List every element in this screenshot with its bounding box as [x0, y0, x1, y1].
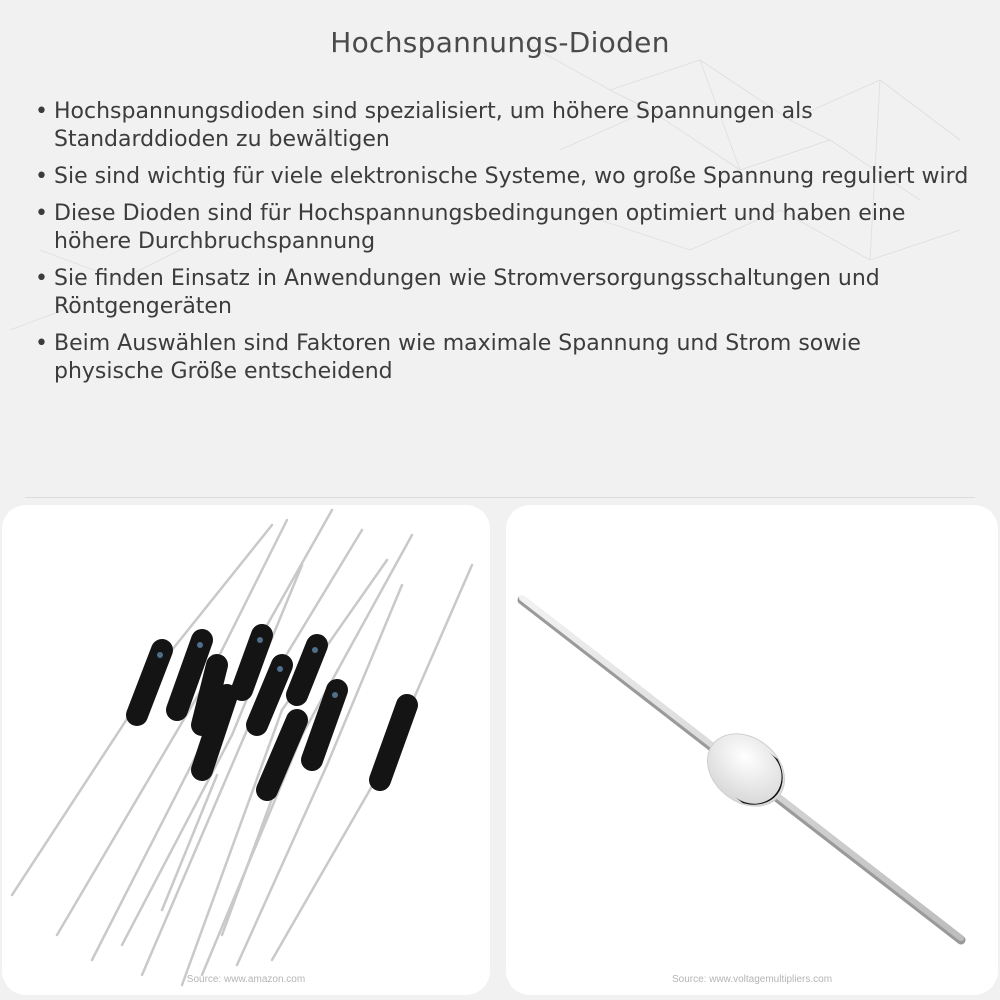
bullet-dot: •: [35, 331, 48, 356]
section-divider: [25, 497, 975, 498]
bullet-item: [32, 265, 972, 321]
bullet-list: [32, 98, 972, 395]
bullet-text: Beim Auswählen sind Faktoren wie maximale Spannung und Strom sowie physische Größe entscheidend: [54, 331, 861, 384]
image-card-single-diode: [506, 505, 998, 995]
diode-bundle-illustration: [2, 505, 490, 995]
image-source-caption: Source: www.voltagemultipliers.com: [671, 974, 833, 985]
bullet-dot: •: [35, 266, 48, 291]
bullet-dot: •: [35, 164, 48, 189]
bullet-item: [32, 98, 972, 154]
bullet-dot: •: [35, 201, 48, 226]
bullet-item: [32, 330, 972, 386]
bullet-text: Sie sind wichtig für viele elektronische Systeme, wo große Spannung reguliert wird: [54, 164, 969, 189]
bullet-item: [32, 200, 972, 256]
bullet-item: [32, 163, 972, 191]
bullet-text: Diese Dioden sind für Hochspannungsbedingungen optimiert und haben eine höhere Durchbruchspannung: [54, 201, 906, 254]
image-card-diode-bundle: [2, 505, 490, 995]
bullet-text: Sie finden Einsatz in Anwendungen wie Stromversorgungsschaltungen und Röntgengeräten: [54, 266, 880, 319]
page-title: Hochspannungs-Dioden: [330, 26, 670, 59]
bullet-text: Hochspannungsdioden sind spezialisiert, um höhere Spannungen als Standarddioden zu bewältigen: [54, 99, 813, 152]
bullet-dot: •: [35, 99, 48, 124]
single-diode-illustration: [506, 505, 998, 995]
image-source-caption: Source: www.amazon.com: [186, 974, 306, 985]
